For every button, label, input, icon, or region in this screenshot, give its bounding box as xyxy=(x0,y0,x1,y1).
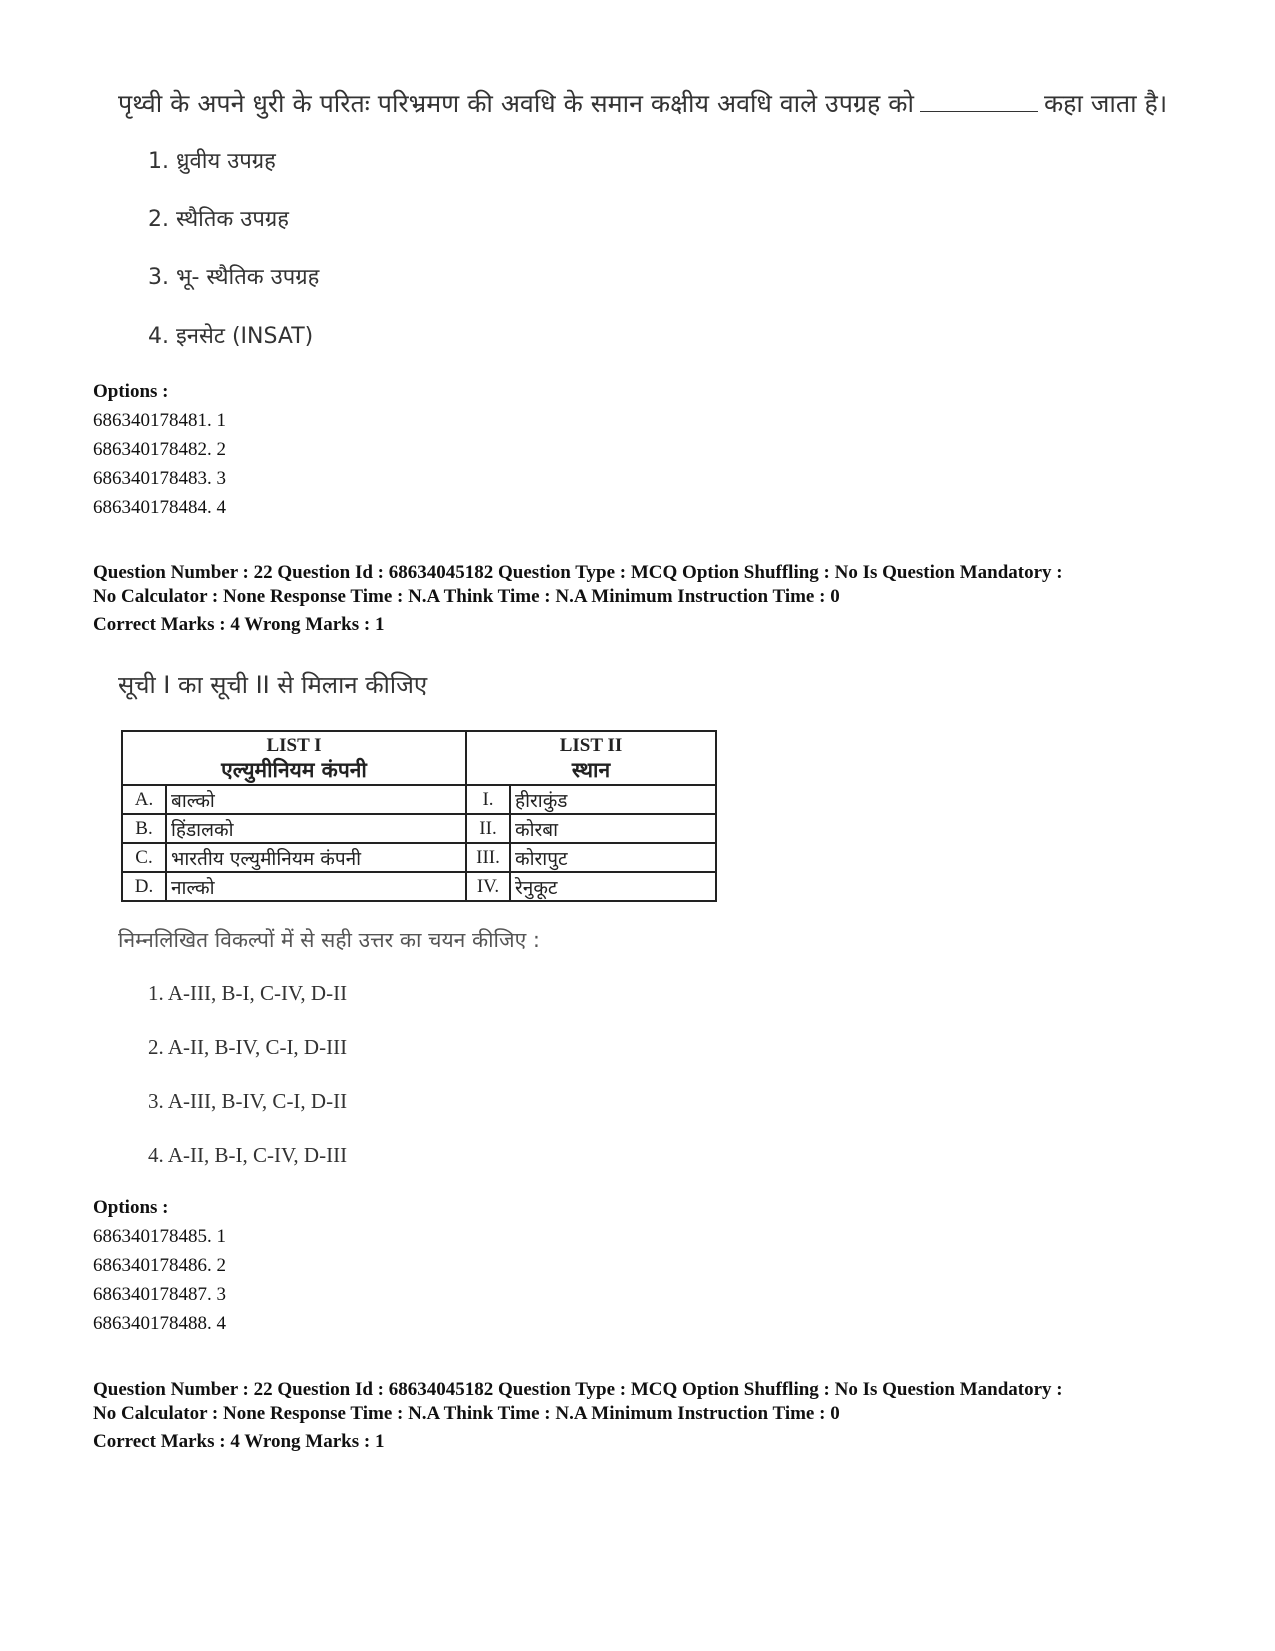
option-item: 686340178488. 4 xyxy=(93,1313,226,1334)
table-row xyxy=(122,872,716,901)
row-value: हीराकुंड xyxy=(510,785,716,814)
row-label: D. xyxy=(122,872,166,901)
question-21-choice-4: 4. इनसेट (INSAT) xyxy=(148,324,314,349)
row-label: IV. xyxy=(466,872,510,901)
question-meta-line: No Calculator : None Response Time : N.A Think Time : N.A Minimum Instruction Time : 0 xyxy=(93,586,840,607)
question-22-choice-4: 4. A-II, B-I, C-IV, D-III xyxy=(148,1143,348,1167)
question-21-after-blank: कहा जाता है। xyxy=(1043,89,1168,118)
match-table xyxy=(121,730,717,902)
question-meta-line: Question Number : 22 Question Id : 68634045182 Question Type : MCQ Option Shuffling : No Is Question Mandatory : xyxy=(93,1379,1063,1400)
table-row xyxy=(122,785,716,814)
row-value: रेनुकूट xyxy=(510,872,716,901)
option-item: 686340178487. 3 xyxy=(93,1284,226,1305)
row-label: C. xyxy=(122,843,166,872)
question-21-text xyxy=(118,86,1167,120)
question-22-marks: Correct Marks : 4 Wrong Marks : 1 xyxy=(93,614,385,635)
question-22-instruction: सूची I का सूची II से मिलान कीजिए xyxy=(118,671,428,699)
list1-subtitle: एल्युमीनियम कंपनी xyxy=(221,758,367,782)
option-item: 686340178484. 4 xyxy=(93,497,226,518)
question-22-choice-3: 3. A-III, B-IV, C-I, D-II xyxy=(148,1089,348,1113)
question-22-choice-2: 2. A-II, B-IV, C-I, D-III xyxy=(148,1035,348,1059)
question-21-choice-1: 1. ध्रुवीय उपग्रह xyxy=(148,149,276,174)
row-label: I. xyxy=(466,785,510,814)
question-23-meta xyxy=(93,1378,1213,1426)
row-label: III. xyxy=(466,843,510,872)
question-23-marks: Correct Marks : 4 Wrong Marks : 1 xyxy=(93,1431,385,1452)
row-label: II. xyxy=(466,814,510,843)
option-item: 686340178485. 1 xyxy=(93,1226,226,1247)
options-heading: Options : xyxy=(93,381,169,402)
question-meta-line: Question Number : 22 Question Id : 68634045182 Question Type : MCQ Option Shuffling : No Is Question Mandatory : xyxy=(93,562,1063,583)
table-row xyxy=(122,843,716,872)
question-22-select-prompt: निम्नलिखित विकल्पों में से सही उत्तर का चयन कीजिए : xyxy=(118,928,540,952)
list2-subtitle: स्थान xyxy=(571,758,611,782)
list2-header xyxy=(466,731,716,785)
question-meta-line: No Calculator : None Response Time : N.A Think Time : N.A Minimum Instruction Time : 0 xyxy=(93,1403,840,1424)
list2-title: LIST II xyxy=(559,735,623,756)
row-value: कोरबा xyxy=(510,814,716,843)
option-item: 686340178482. 2 xyxy=(93,439,226,460)
row-value: हिंडालको xyxy=(166,814,466,843)
option-item: 686340178481. 1 xyxy=(93,410,226,431)
question-21-before-blank: पृथ्वी के अपने धुरी के परितः परिभ्रमण की अवधि के समान कक्षीय अवधि वाले उपग्रह को xyxy=(118,89,914,118)
question-22-options xyxy=(93,1193,226,1338)
option-item: 686340178486. 2 xyxy=(93,1255,226,1276)
row-value: बाल्को xyxy=(166,785,466,814)
question-21-choice-2: 2. स्थैतिक उपग्रह xyxy=(148,207,289,232)
option-item: 686340178483. 3 xyxy=(93,468,226,489)
question-22-choice-1: 1. A-III, B-I, C-IV, D-II xyxy=(148,981,348,1005)
options-heading: Options : xyxy=(93,1197,169,1218)
table-row xyxy=(122,814,716,843)
answer-blank xyxy=(920,91,1038,112)
question-22-meta xyxy=(93,561,1213,609)
list1-title: LIST I xyxy=(266,735,322,756)
row-value: नाल्को xyxy=(166,872,466,901)
row-label: B. xyxy=(122,814,166,843)
list1-header xyxy=(122,731,466,785)
question-21-options xyxy=(93,377,226,522)
row-value: कोरापुट xyxy=(510,843,716,872)
row-value: भारतीय एल्युमीनियम कंपनी xyxy=(166,843,466,872)
row-label: A. xyxy=(122,785,166,814)
question-21-choice-3: 3. भू- स्थैतिक उपग्रह xyxy=(148,265,320,290)
